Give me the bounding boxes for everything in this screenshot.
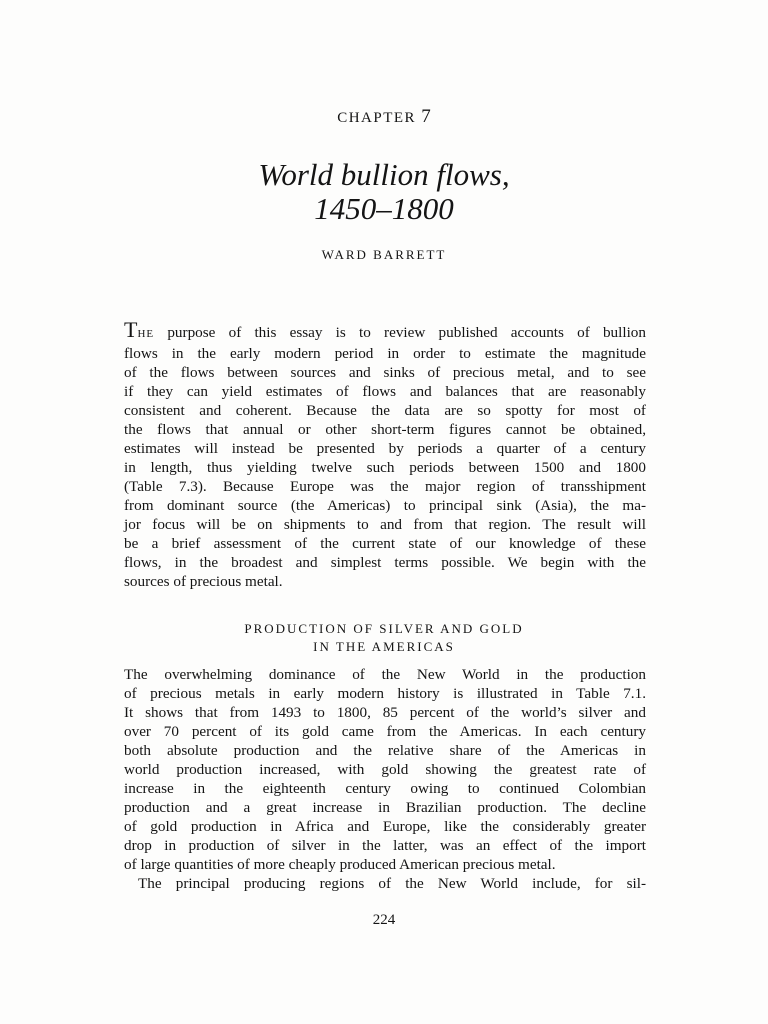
intro-line: consistent and coherent. Because the data are so spotty for most of [124,402,646,419]
drop-cap: T [124,317,138,342]
section-line: The overwhelming dominance of the New World in the production [124,666,646,683]
intro-line: the flows that annual or other short-term figures cannot be obtained, [124,421,646,438]
author-name: WARD BARRETT [321,247,447,262]
page-number: 224 [372,912,396,928]
intro-line: from dominant source (the Americas) to principal sink (Asia), the ma- [124,497,646,514]
section-line: world production increased, with gold showing the greatest rate of [124,761,646,778]
intro-line: if they can yield estimates of flows and balances that are reasonably [124,383,646,400]
intro-line: (Table 7.3). Because Europe was the major region of transshipment [124,478,646,495]
intro-paragraph [124,317,646,591]
intro-line: of the flows between sources and sinks of precious metal, and to see [124,364,646,381]
section-paragraph [124,665,646,893]
section-line: It shows that from 1493 to 1800, 85 percent of the world’s silver and [124,704,646,721]
section-line: of precious metals in early modern history is illustrated in Table 7.1. [124,685,646,702]
section-line: of large quantities of more cheaply produced American precious metal. [124,856,556,873]
intro-line: estimates will instead be presented by periods a quarter of a century [124,440,646,457]
chapter-title-line-1: World bullion flows, [258,157,510,192]
chapter-word: CHAPTER [337,110,417,126]
section-line: both absolute production and the relative share of the Americas in [124,742,646,759]
chapter-number: 7 [421,106,431,127]
intro-line: sources of precious metal. [124,573,283,590]
section-line: drop in production of silver in the latter, was an effect of the import [124,837,646,854]
section-heading-line-2: IN THE AMERICAS [313,639,455,654]
intro-line: jor focus will be on shipments to and from that region. The result will [124,516,646,533]
intro-line-text: purpose of this essay is to review published accounts of bullion [154,324,646,341]
chapter-label [0,106,768,128]
section-heading [0,620,768,656]
intro-line: be a brief assessment of the current state of our knowledge of these [124,535,646,552]
small-caps-text: HE [137,328,155,340]
section-line: increase in the eighteenth century owing to continued Colombian [124,780,646,797]
intro-line: flows, in the broadest and simplest terms possible. We begin with the [124,554,646,571]
chapter-title-line-2: 1450–1800 [314,191,454,226]
section-line: over 70 percent of its gold came from the Americas. In each century [124,723,646,740]
intro-line [124,317,646,344]
intro-line: flows in the early modern period in order to estimate the magnitude [124,345,646,362]
section-line: The principal producing regions of the New World include, for sil- [138,875,646,892]
section-line: of gold production in Africa and Europe, like the considerably greater [124,818,646,835]
intro-line: in length, thus yielding twelve such periods between 1500 and 1800 [124,459,646,476]
section-heading-line-1: PRODUCTION OF SILVER AND GOLD [244,621,524,636]
section-line: production and a great increase in Brazilian production. The decline [124,799,646,816]
chapter-title [0,158,768,226]
